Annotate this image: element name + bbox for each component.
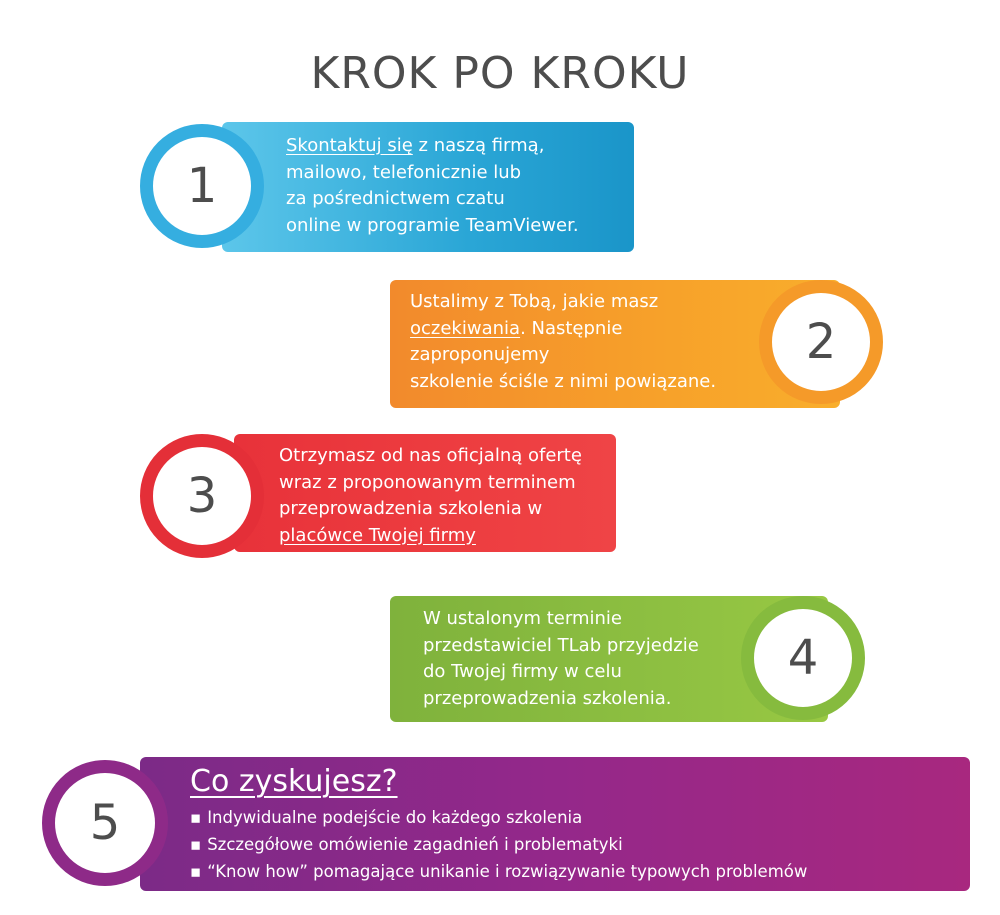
step-4-number-circle bbox=[741, 596, 865, 720]
line-text: . Następnie bbox=[520, 317, 623, 339]
step-text-line bbox=[286, 133, 579, 160]
step-text-line bbox=[279, 443, 582, 470]
line-text: przedstawiciel TLab przyjedzie bbox=[423, 634, 699, 656]
step-5-number-circle bbox=[42, 760, 168, 886]
step-1-text bbox=[286, 133, 579, 239]
line-text: do Twojej firmy w celu bbox=[423, 661, 622, 682]
step-4-text bbox=[423, 606, 699, 712]
step-3-text bbox=[279, 443, 582, 549]
line-text: przeprowadzenia szkolenia w bbox=[279, 498, 543, 519]
line-text: W ustalonym terminie bbox=[423, 608, 622, 629]
step-text-line bbox=[423, 633, 699, 660]
underlined-text: Skontaktuj się bbox=[286, 135, 413, 156]
step-text-line bbox=[279, 523, 582, 550]
step-text-line bbox=[410, 342, 716, 369]
line-text: Ustalimy z Tobą, jakie masz bbox=[410, 291, 659, 312]
line-text: za pośrednictwem czatu bbox=[286, 188, 505, 209]
line-text: wraz z proponowanym terminem bbox=[279, 471, 576, 493]
benefit-item: ▪ “Know how” pomagające unikanie i rozwiązywanie typowych problemów bbox=[190, 858, 807, 885]
step-text-line bbox=[279, 470, 582, 497]
underlined-text: oczekiwania bbox=[410, 317, 521, 339]
step-text-line bbox=[410, 369, 716, 396]
step-1-number: 1 bbox=[186, 158, 218, 214]
step-text-line bbox=[423, 659, 699, 686]
benefit-item: ▪ Indywidualne podejście do każdego szkolenia bbox=[190, 804, 807, 831]
benefit-item: ▪ Szczegółowe omówienie zagadnień i problematyki bbox=[190, 831, 807, 858]
step-text-line bbox=[423, 686, 699, 713]
step-text-line bbox=[410, 316, 716, 343]
step-text-line bbox=[286, 213, 579, 240]
step-3-number: 3 bbox=[186, 468, 218, 524]
line-text: online w programie TeamViewer. bbox=[286, 214, 579, 236]
bullet-icon: ▪ bbox=[190, 862, 202, 881]
benefits-heading: Co zyskujesz? bbox=[190, 764, 398, 799]
bullet-icon: ▪ bbox=[190, 835, 202, 854]
benefits-list bbox=[190, 804, 807, 885]
line-text: szkolenie ściśle z nimi powiązane. bbox=[410, 370, 717, 392]
page-title: KROK PO KROKU bbox=[310, 48, 690, 99]
step-2-number: 2 bbox=[805, 314, 837, 370]
line-text: mailowo, telefonicznie lub bbox=[286, 161, 522, 183]
line-text: zaproponujemy bbox=[410, 344, 550, 365]
step-text-line bbox=[286, 186, 579, 213]
line-text: z naszą firmą, bbox=[412, 135, 545, 156]
underlined-text: placówce Twojej firmy bbox=[279, 524, 476, 546]
step-2-text bbox=[410, 289, 716, 395]
step-4-number: 4 bbox=[787, 630, 819, 686]
step-text-line bbox=[423, 606, 699, 633]
step-5-number: 5 bbox=[89, 795, 121, 851]
bullet-icon: ▪ bbox=[190, 808, 202, 827]
step-text-line bbox=[410, 289, 716, 316]
step-3-number-circle bbox=[140, 434, 264, 558]
step-text-line bbox=[286, 160, 579, 187]
step-1-number-circle bbox=[140, 124, 264, 248]
step-2-number-circle bbox=[759, 280, 883, 404]
step-text-line bbox=[279, 496, 582, 523]
line-text: przeprowadzenia szkolenia. bbox=[423, 687, 672, 709]
line-text: Otrzymasz od nas oficjalną ofertę bbox=[279, 445, 582, 466]
